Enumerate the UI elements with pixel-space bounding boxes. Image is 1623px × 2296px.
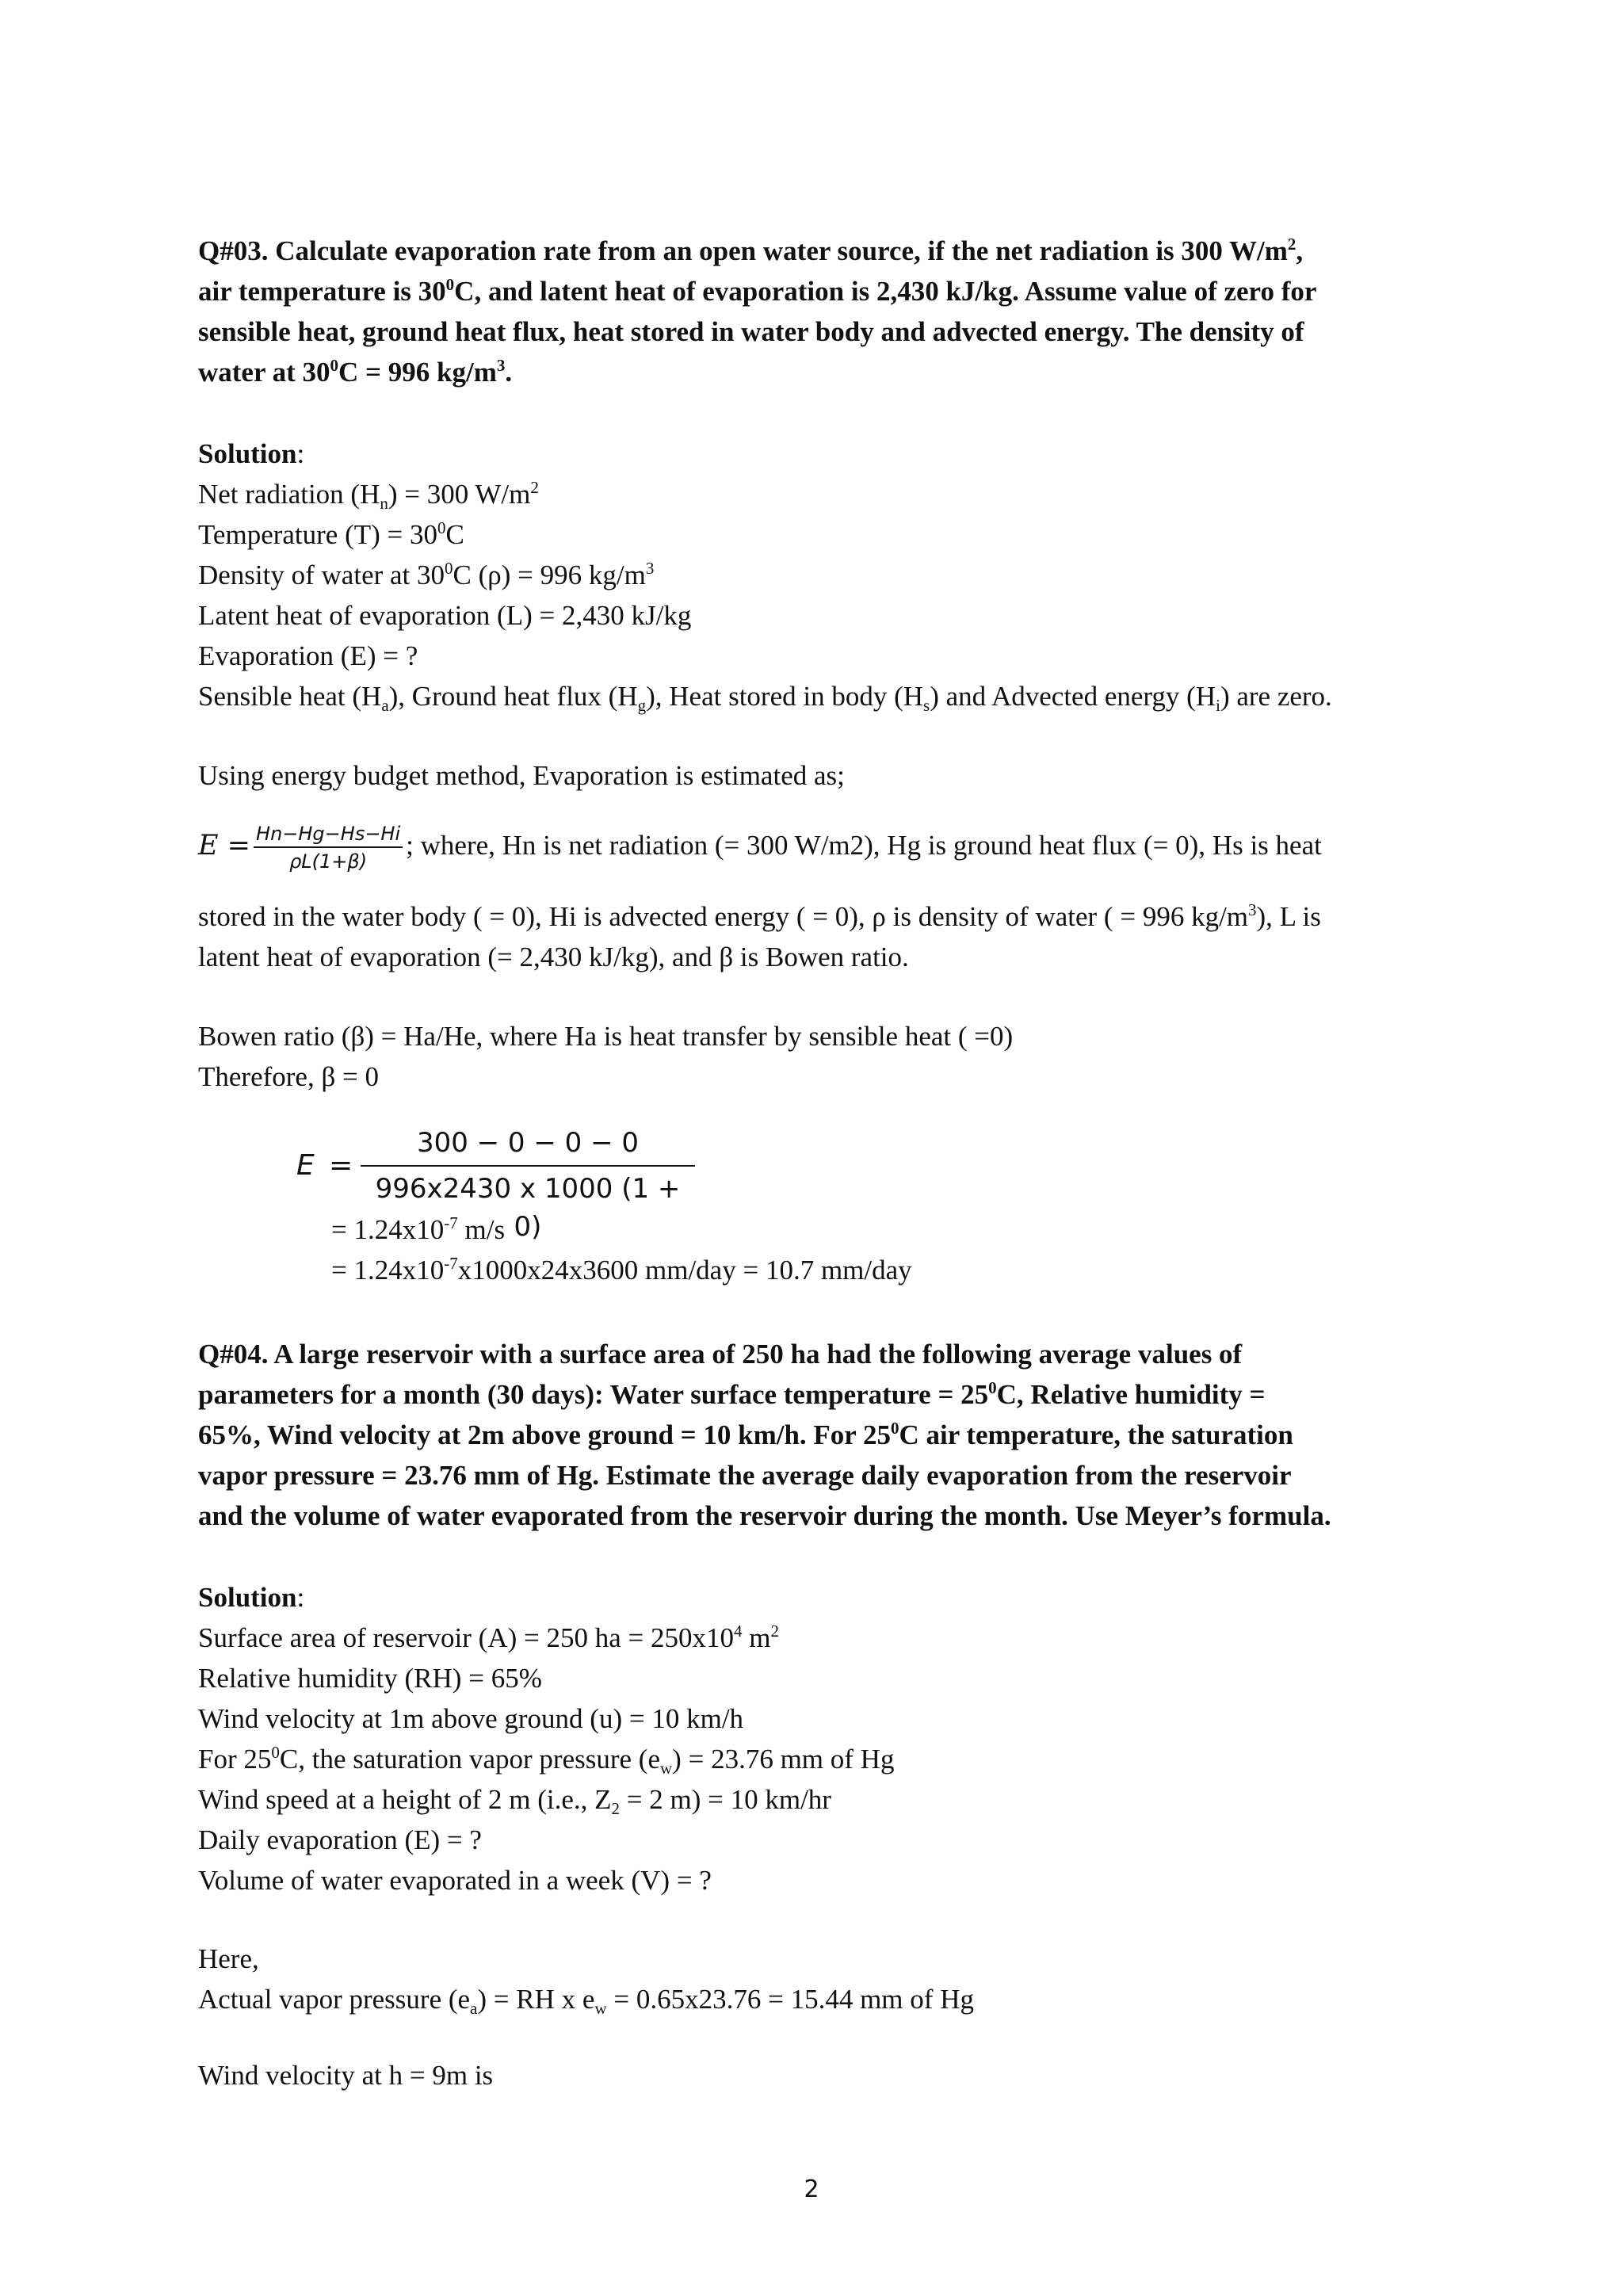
calc-results: = $1.24x10^{-7}$ m/s = $1.24x10^{-7}x1000x24x3600$ mm/day = 10.7 mm/day	[331, 1213, 912, 1286]
question-4: Q#04. A large reservoir with a surface area of 250 ha had the following average values of parameters for a month (30 days): Water surface temperature = $25^0C$, Relative humidity = 65%, Wind velocity at 2m above ground = 10 km/h. For $25^0C$ air temperature, the saturation vapor pressure = 23.76 mm of Hg. Estimate the average daily evaporation from the reservoir and the volume of water evaporated from the reservoir during the month. Use Meyer’s formula.	[198, 1339, 1331, 1531]
energy-budget-equation: E = $\frac{Hn-Hg-Hs-Hi}{\rho L(1+\beta)}$ ; where, Hn is net radiation (= 300 W/m2), Hg is ground heat flux (= 0), Hs is heat	[198, 823, 1322, 873]
bowen-ratio: Bowen ratio (β) = Ha/He, where Ha is heat transfer by sensible heat ( =0) Therefore, β = 0	[198, 1021, 1014, 1092]
solution-4: Solution: Surface area of reservoir (A) = 250 ha = $250x10^4$ $m^2$ Relative humidity (RH) = 65% Wind velocity at 1m above ground (u) = 10 km/h For $25^0C$, the saturation vapor pressure $(e_w) = 23.76$ mm of Hg Wind speed at a height of 2 m (i.e., $Z_2 = 2$ m) = 10 km/hr Daily evaporation (E) = ? Volume of water evaporated in a week (V) = ?	[198, 1577, 1434, 1901]
actual-vapor-pressure: Here, Actual vapor pressure $(e_a)$ = RH x $e_w = 0.65x23.76 = 15.44$ mm of Hg	[198, 1943, 974, 2018]
equation-description: stored in the water body ( = 0), Hi is advected energy ( = 0), ρ is density of water ( = 996 $kg/m^3$), L is latent heat of evaporation (= 2,430 kJ/kg), and β is Bowen ratio.	[198, 900, 1321, 972]
page-number: 2	[804, 2176, 819, 2203]
energy-budget-intro: Using energy budget method, Evaporation is estimated as;	[198, 760, 845, 791]
solution-3: Solution: Net radiation $(H_n) = 300$ $W/m^2$ Temperature $(T) = 30^0C$ Density of water at $30^0C$ (ρ) = 996 $kg/m^3$ Latent heat of evaporation (L) = 2,430 kJ/kg Evaporation (E) = ? Sensible heat $(H_a)$, Ground heat flux $(H_g)$, Heat stored in body $(H_s)$ and Advected energy $(H_i)$ are zero.	[198, 434, 1434, 716]
calc-fraction: 300 − 0 − 0 − 0 996x2430 x 1000 (1 + 0)	[361, 1125, 695, 1246]
solution-heading: Solution:	[198, 1582, 305, 1613]
solution-heading: Solution:	[198, 438, 305, 469]
question-3: Q#03. Calculate evaporation rate from an open water source, if the net radiation is 300 $W/m^2$, air temperature is $30^0C$, and latent heat of evaporation is 2,430 kJ/kg. Assume value of zero for sensible heat, ground heat flux, heat stored in water body and advected energy. The density of water at $30^0C = 996$ $kg/m^3$.	[198, 235, 1317, 388]
calc-lhs: E	[296, 1149, 315, 1182]
equation-fraction: $\frac{Hn-Hg-Hs-Hi}{\rho L(1+\beta)}$	[254, 823, 403, 873]
calc-equals: =	[329, 1149, 353, 1182]
wind-velocity-9m: Wind velocity at h = 9m is	[198, 2060, 494, 2091]
